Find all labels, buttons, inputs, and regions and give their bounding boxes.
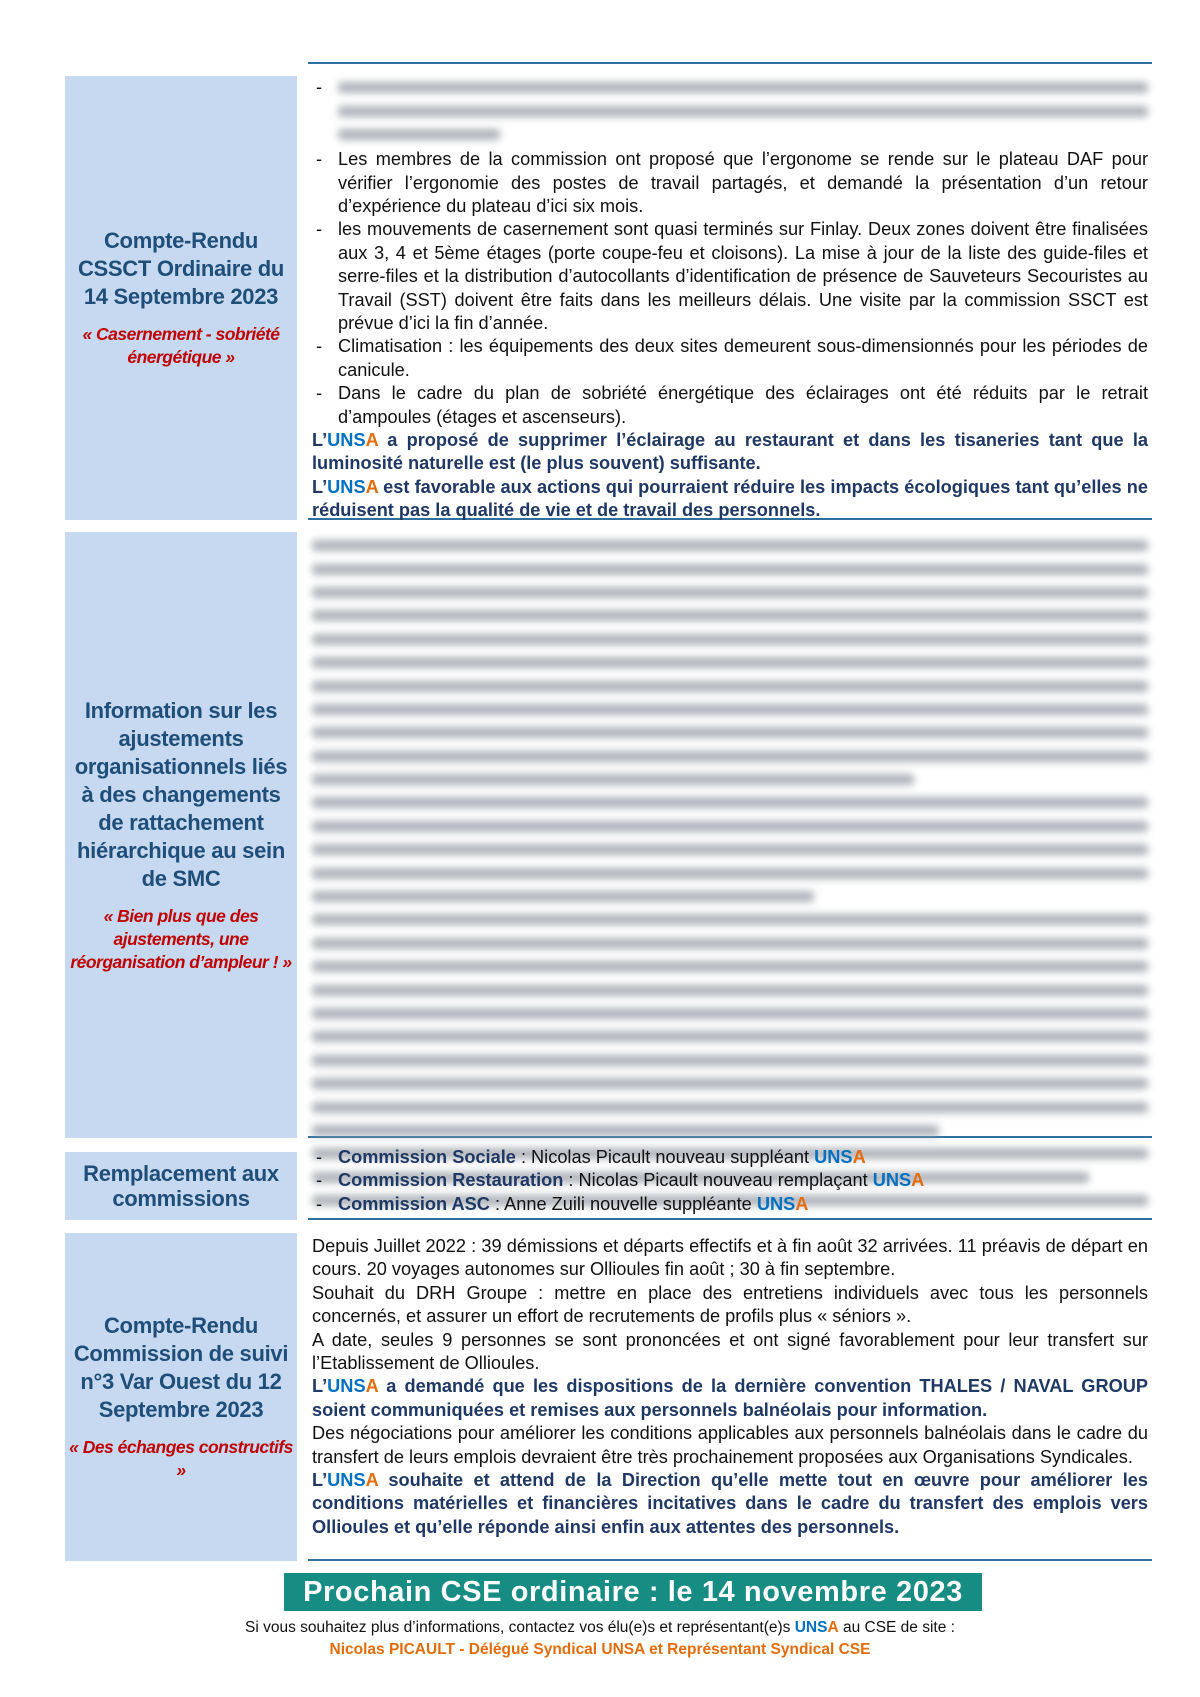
redacted-line [312,861,1148,884]
redacted-line [312,1049,1148,1072]
section-commission-suivi [65,1233,1152,1561]
section-subtitle: « Bien plus que des ajustements, une réorganisation d’ampleur ! » [70,905,292,972]
redacted-line [312,557,1148,580]
section-cssct [65,76,1152,520]
paragraph: Depuis Juillet 2022 : 39 démissions et départs effectifs et à fin août 32 arrivées. 11 préavis de départ en cours. 20 voyages autonomes sur Ollioules fin août ; 30 à fin septembre. [312,1236,1148,1280]
paragraph: A date, seules 9 personnes se sont prononcées et ont signé favorablement pour leur transfert sur l’Etablissement de Ollioules. [312,1329,1148,1374]
redacted-line [312,932,1148,955]
bullet: - Dans le cadre du plan de sobriété énergétique des éclairages ont été réduits par le retrait d’ampoules (étages et ascenseurs). [312,382,1148,429]
redacted-line [312,908,1148,931]
redacted-line [312,885,1148,908]
commission-item: - Commission Sociale : Nicolas Picault nouveau suppléant UNSA [312,1146,1148,1169]
paragraph: Souhait du DRH Groupe : mettre en place des entretiens individuels avec tous les personnels concernés, et assurer un effort de recrutements de profils plus « séniors ». [312,1282,1148,1327]
section-label [65,76,297,520]
redacted-content [308,532,1152,1138]
bullet: - Les membres de la commission ont proposé que l’ergonome se rende sur le plateau DAF pour vérifier l’ergonomie des postes de travail partagés, et demandé la présentation d’un retour d’expérience du plateau d’ici six mois. [312,148,1148,218]
redacted-line [312,838,1148,861]
section-content [308,76,1152,520]
redacted-line [312,721,1148,744]
redacted-line [312,1119,1148,1142]
redacted-line [312,1025,1148,1048]
top-divider [308,62,1152,64]
redacted-line [312,698,1148,721]
bullet: - Climatisation : les équipements des deux sites demeurent sous-dimensionnés pour les périodes de canicule. [312,335,1148,382]
commission-item: - Commission Restauration : Nicolas Picault nouveau remplaçant UNSA [312,1169,1148,1192]
redacted-line [312,1095,1148,1118]
redacted-line [312,978,1148,1001]
redacted-line [312,604,1148,627]
section-remplacement [65,1147,1152,1220]
section-subtitle: « Casernement - sobriété énergétique » [82,324,280,367]
unsa-statement: L’UNSA souhaite et attend de la Direction qu’elle mette tout en œuvre pour améliorer les conditions matérielles et financières incitatives dans le cadre du transfert des emplois vers Ollioules et qu’elle réponde ainsi enfin aux attentes des personnels. [312,1470,1148,1537]
section-title: Compte-Rendu Commission de suivi n°3 Var Ouest du 12 Septembre 2023 [73,1313,289,1422]
section-label [65,1233,297,1561]
redacted-line [312,815,1148,838]
redacted-line [312,674,1148,697]
unsa-statement: L’UNSA est favorable aux actions qui pourraient réduire les impacts écologiques tant qu’elles ne réduisent pas la qualité de vie et de travail des personnels. [312,476,1148,521]
section-label [65,1152,297,1220]
commission-item: - Commission ASC : Anne Zuili nouvelle suppléante UNSA [312,1193,1148,1216]
section-label [65,532,297,1138]
paragraph: Des négociations pour améliorer les conditions applicables aux personnels balnéolais dans le cadre du transfert de leurs emplois devraient être très prochainement proposées aux Organisations Syndicales. [312,1423,1148,1467]
next-meeting-banner: Prochain CSE ordinaire : le 14 novembre 2023 [284,1573,982,1611]
redacted-line [312,768,1148,791]
redacted-line [312,628,1148,651]
section-content [308,1233,1152,1561]
redacted-line [312,581,1148,604]
redacted-line [312,1002,1148,1025]
section-ajustements [65,532,1152,1138]
section-subtitle: « Des échanges constructifs » [69,1437,293,1480]
redacted-line [312,745,1148,768]
bullet: - les mouvements de casernement sont quasi terminés sur Finlay. Deux zones doivent être finalisées aux 3, 4 et 5ème étages (porte coupe-feu et cloisons). La mise à jour de la liste des guide-files et serre-files et la distribution d’autocollants d’identification de présence de Sauveteurs Secouristes au Travail (SST) doivent être faits dans les meilleurs délais. Une visite par la commission SSCT est prévue d’ici la fin d’année. [312,218,1148,335]
redacted-line [312,651,1148,674]
unsa-statement: L’UNSA a proposé de supprimer l’éclairage au restaurant et dans les tisaneries tant que la luminosité naturelle est (le plus souvent) suffisante. [312,430,1148,474]
unsa-statement: L’UNSA a demandé que les dispositions de la dernière convention THALES / NAVAL GROUP soient communiquées et remises aux personnels balnéolais pour information. [312,1376,1148,1420]
redacted-line [312,1072,1148,1095]
section-title: Remplacement aux commissions [83,1161,279,1211]
footer-contact: Nicolas PICAULT - Délégué Syndical UNSA et Représentant Syndical CSE [329,1641,871,1658]
section-content [308,1146,1152,1220]
footer-info: Si vous souhaitez plus d’informations, contactez vos élu(e)s et représentant(e)s UNSA au CSE de site : [245,1619,955,1636]
redacted-line [312,791,1148,814]
redacted-line [312,534,1148,557]
section-title: Information sur les ajustements organisationnels liés à des changements de rattachement hiérarchique au sein de SMC [74,697,288,891]
section-title: Compte-Rendu CSSCT Ordinaire du 14 Septembre 2023 [77,228,285,309]
redacted-bullet [312,76,1148,146]
redacted-line [312,955,1148,978]
